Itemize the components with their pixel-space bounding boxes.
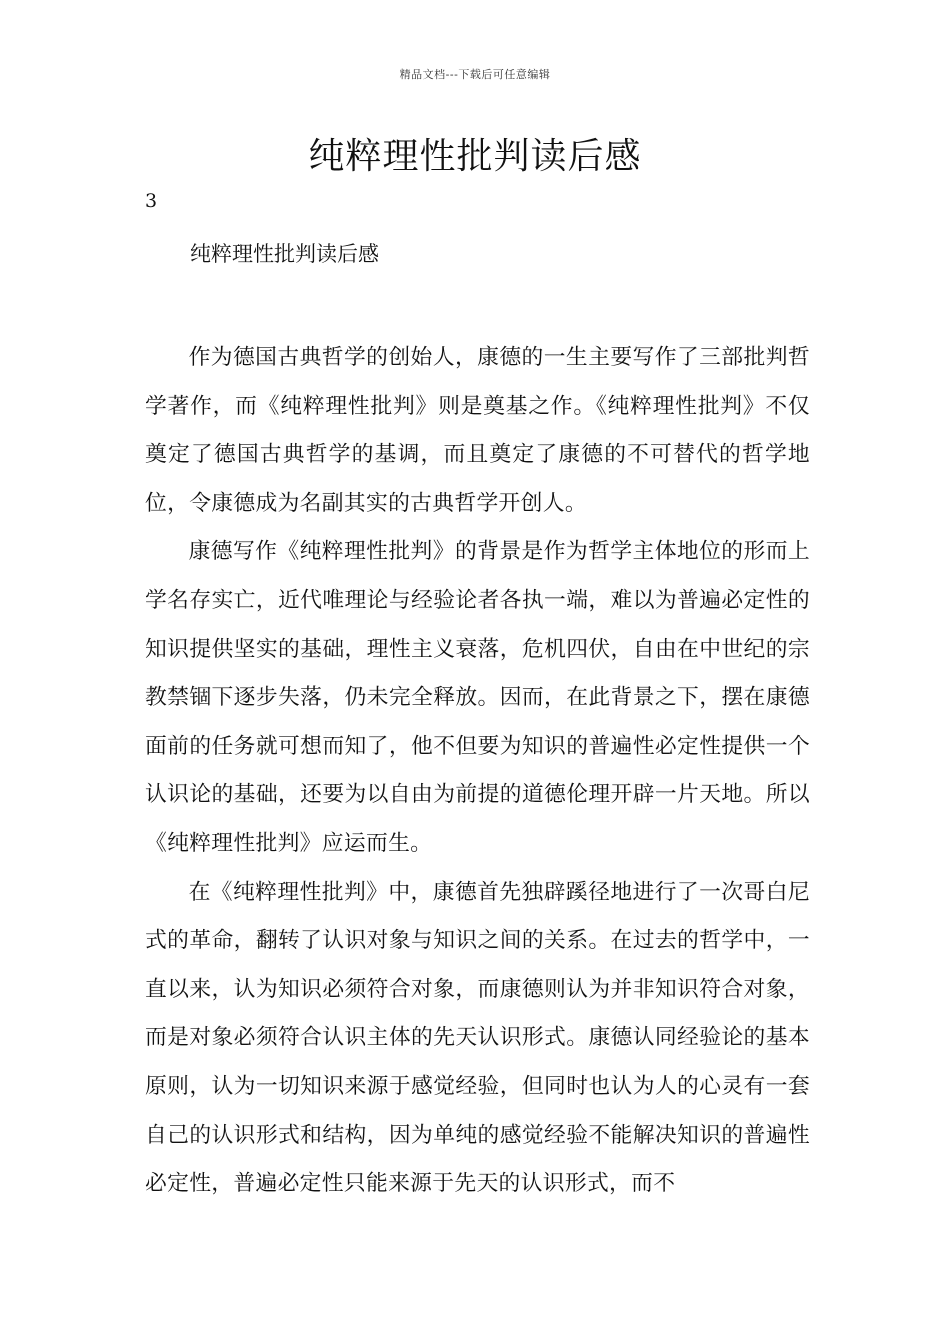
paragraph-1: 作为德国古典哲学的创始人，康德的一生主要写作了三部批判哲学著作，而《纯粹理性批判》则是奠基之作。《纯粹理性批判》不仅奠定了德国古典哲学的基调，而且奠定了康德的不可替代的哲学地位，令康德成为名副其实的古典哲学开创人。	[145, 345, 810, 516]
document-number: 3	[145, 190, 158, 212]
document-body	[145, 334, 810, 1209]
header-note: 精品文档---下载后可任意编辑	[399, 68, 551, 81]
document-subtitle: 纯粹理性批判读后感	[190, 242, 379, 266]
document-title: 纯粹理性批判读后感	[308, 136, 642, 177]
paragraph-2: 康德写作《纯粹理性批判》的背景是作为哲学主体地位的形而上学名存实亡，近代唯理论与经验论者各执一端，难以为普遍必定性的知识提供坚实的基础，理性主义衰落，危机四伏，自由在中世纪的宗教禁锢下逐步失落，仍未完全释放。因而，在此背景之下，摆在康德面前的任务就可想而知了，他不但要为知识的普遍性必定性提供一个认识论的基础，还要为以自由为前提的道德伦理开辟一片天地。所以《纯粹理性批判》应运而生。	[145, 539, 810, 856]
paragraph-3: 在《纯粹理性批判》中，康德首先独辟蹊径地进行了一次哥白尼式的革命，翻转了认识对象与知识之间的关系。在过去的哲学中，一直以来，认为知识必须符合对象，而康德则认为并非知识符合对象，而是对象必须符合认识主体的先天认识形式。康德认同经验论的基本原则，认为一切知识来源于感觉经验，但同时也认为人的心灵有一套自己的认识形式和结构，因为单纯的感觉经验不能解决知识的普遍性必定性，普遍必定性只能来源于先天的认识形式，而不	[145, 879, 810, 1197]
